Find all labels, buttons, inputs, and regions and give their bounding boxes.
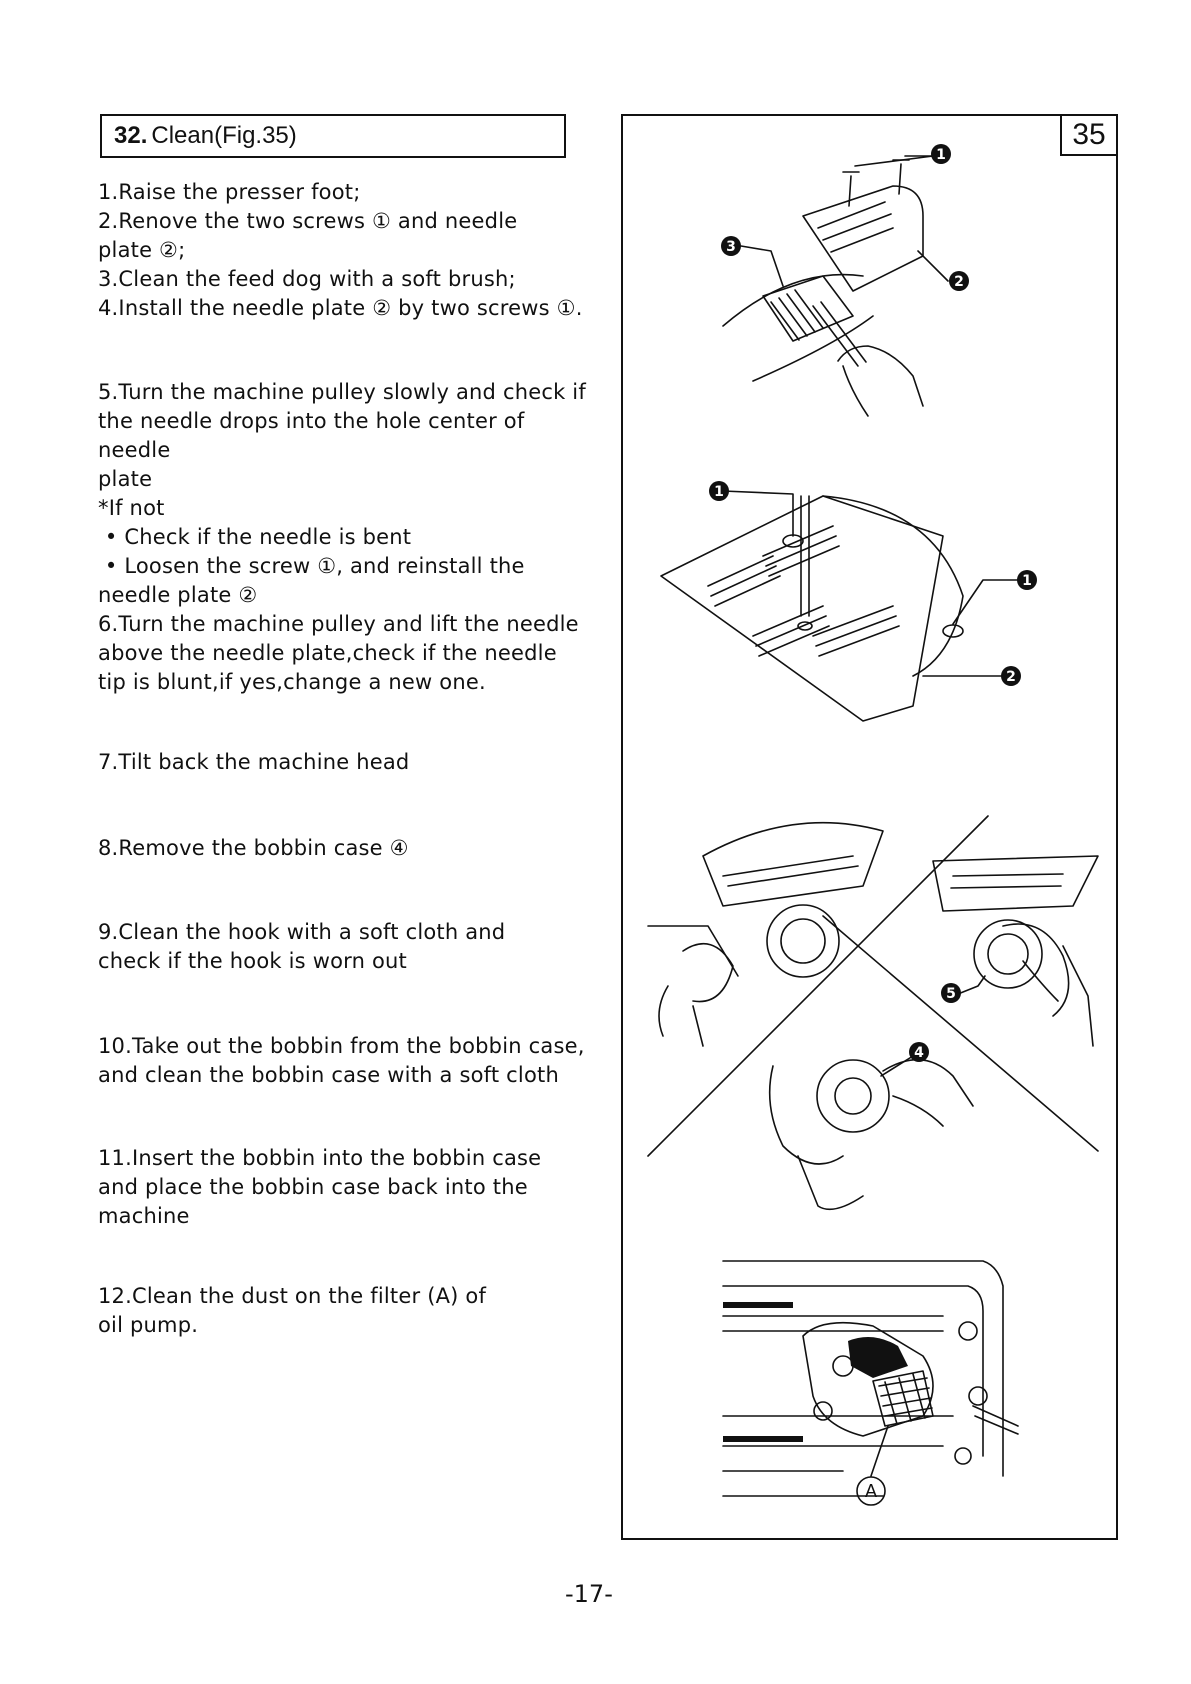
step-line: • Loosen the screw ①, and reinstall the [98, 554, 525, 578]
step-line: 8.Remove the bobbin case ④ [98, 836, 409, 860]
step-line: 3.Clean the feed dog with a soft brush; [98, 267, 516, 291]
bobbin-case-hook-drawing [648, 816, 1098, 1209]
svg-text:A: A [864, 1481, 878, 1501]
step-line: needle plate ② [98, 583, 258, 607]
step-9 [98, 918, 505, 976]
step-line: 9.Clean the hook with a soft cloth and [98, 920, 506, 944]
figure-illustrations [623, 116, 1120, 1542]
step-line: above the needle plate,check if the needle [98, 641, 557, 665]
svg-text:5: 5 [946, 986, 956, 1002]
step-5 [98, 378, 588, 610]
step-line: the needle drops into the hole center of needle [98, 409, 532, 462]
svg-text:1: 1 [714, 484, 724, 500]
step-10 [98, 1032, 585, 1090]
step-line: plate ②; [98, 238, 186, 262]
step-line: 6.Turn the machine pulley and lift the needle [98, 612, 579, 636]
needle-plate-removal-drawing [723, 156, 948, 416]
step-line: *If not [98, 496, 165, 520]
callout-2-top [949, 271, 969, 291]
step-line: 2.Renove the two screws ① and needle [98, 209, 518, 233]
step-line: oil pump. [98, 1313, 199, 1337]
callout-5 [941, 983, 961, 1003]
step-line: plate [98, 467, 153, 491]
step-line: 1.Raise the presser foot; [98, 180, 361, 204]
svg-text:1: 1 [1022, 573, 1032, 589]
step-line: tip is blunt,if yes,change a new one. [98, 670, 486, 694]
step-line: 4.Install the needle plate ② by two screws ①. [98, 296, 583, 320]
callout-3 [721, 236, 741, 256]
figure-number: 35 [1060, 114, 1118, 156]
figure-35 [621, 114, 1118, 1540]
svg-text:4: 4 [914, 1045, 924, 1061]
step-line: 10.Take out the bobbin from the bobbin case, [98, 1034, 585, 1058]
step-line: 5.Turn the machine pulley slowly and check if [98, 380, 586, 404]
svg-text:2: 2 [954, 274, 964, 290]
step-4 [98, 294, 583, 323]
step-2 [98, 207, 517, 265]
step-3 [98, 265, 516, 294]
step-7 [98, 748, 409, 777]
svg-text:2: 2 [1006, 669, 1016, 685]
section-title [100, 114, 566, 158]
step-line: 11.Insert the bobbin into the bobbin case [98, 1146, 542, 1170]
callout-2-mid [1001, 666, 1021, 686]
page-number: -17- [565, 1580, 613, 1608]
section-title-text: Clean(Fig.35) [151, 122, 297, 149]
oil-pump-filter-drawing [723, 1261, 1018, 1505]
filter-label-a [865, 1481, 877, 1501]
step-line: • Check if the needle is bent [98, 525, 412, 549]
needle-plate-closeup-drawing [661, 491, 1018, 721]
step-line: check if the hook is worn out [98, 949, 407, 973]
step-line: 12.Clean the dust on the filter (A) of [98, 1284, 487, 1308]
step-1 [98, 178, 360, 207]
step-8 [98, 834, 409, 863]
step-line: and clean the bobbin case with a soft cloth [98, 1063, 559, 1087]
step-12 [98, 1282, 486, 1340]
callout-4 [909, 1042, 929, 1062]
callout-1-right [1017, 570, 1037, 590]
step-line: 7.Tilt back the machine head [98, 750, 410, 774]
svg-text:1: 1 [936, 147, 946, 163]
step-line: machine [98, 1204, 190, 1228]
callout-1-left [709, 481, 729, 501]
oil-pump-shading [723, 1302, 908, 1442]
step-line: and place the bobbin case back into the [98, 1175, 528, 1199]
svg-text:3: 3 [726, 239, 736, 255]
step-6 [98, 610, 579, 697]
step-11 [98, 1144, 541, 1231]
section-number: 32. [114, 122, 148, 149]
callout-1-top [931, 144, 951, 164]
